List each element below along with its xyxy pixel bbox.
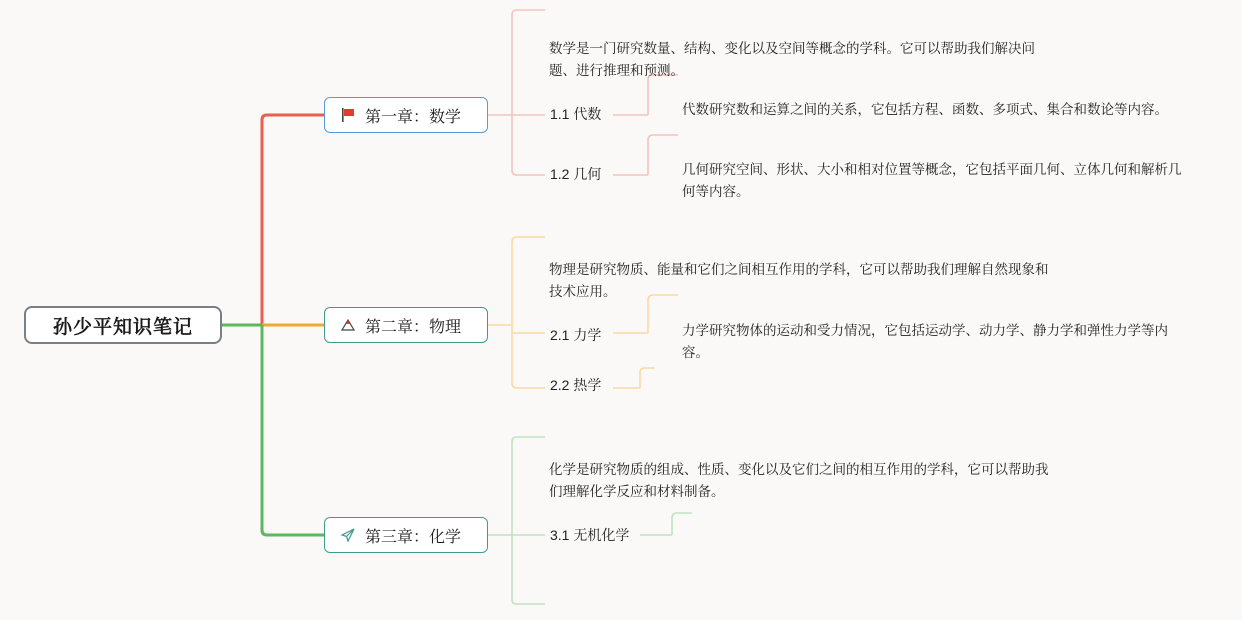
- root-node[interactable]: [24, 306, 222, 344]
- chapter-summary-physics: 物理是研究物质、能量和它们之间相互作用的学科，它可以帮助我们理解自然现象和技术应用。: [549, 262, 1049, 300]
- subtopic-detail-geometry: 几何研究空间、形状、大小和相对位置等概念，它包括平面几何、立体几何和解析几何等内容。: [682, 162, 1182, 200]
- flag-icon: [339, 106, 357, 124]
- subtopic-label-mechanics[interactable]: 2.1 力学: [550, 327, 602, 343]
- chapter-node-math[interactable]: [324, 97, 488, 133]
- subtopic-label-algebra[interactable]: 1.1 代数: [550, 106, 602, 122]
- subtopic-label-inorganic-chemistry[interactable]: 3.1 无机化学: [550, 527, 630, 543]
- chapter-title-chemistry: 第三章：化学: [365, 528, 462, 546]
- subtopic-label-geometry[interactable]: 1.2 几何: [550, 166, 602, 182]
- pen-nib-icon: [339, 316, 357, 334]
- subtopic-label-thermodynamics[interactable]: 2.2 热学: [550, 377, 602, 393]
- paper-plane-icon: [339, 526, 357, 544]
- chapter-summary-math: 数学是一门研究数量、结构、变化以及空间等概念的学科。它可以帮助我们解决问题、进行推理和预测。: [549, 41, 1035, 79]
- chapter-title-math: 第一章：数学: [365, 108, 462, 126]
- chapter-node-chemistry[interactable]: [324, 517, 488, 553]
- chapter-title-physics: 第二章：物理: [365, 318, 462, 336]
- chapter-node-physics[interactable]: [324, 307, 488, 343]
- chapter-summary-chemistry: 化学是研究物质的组成、性质、变化以及它们之间的相互作用的学科，它可以帮助我们理解化学反应和材料制备。: [549, 462, 1049, 500]
- subtopic-detail-algebra: 代数研究数和运算之间的关系，它包括方程、函数、多项式、集合和数论等内容。: [682, 102, 1168, 117]
- root-node-label: 孙少平知识笔记: [52, 316, 193, 338]
- subtopic-detail-mechanics: 力学研究物体的运动和受力情况，它包括运动学、动力学、静力学和弹性力学等内容。: [682, 323, 1168, 361]
